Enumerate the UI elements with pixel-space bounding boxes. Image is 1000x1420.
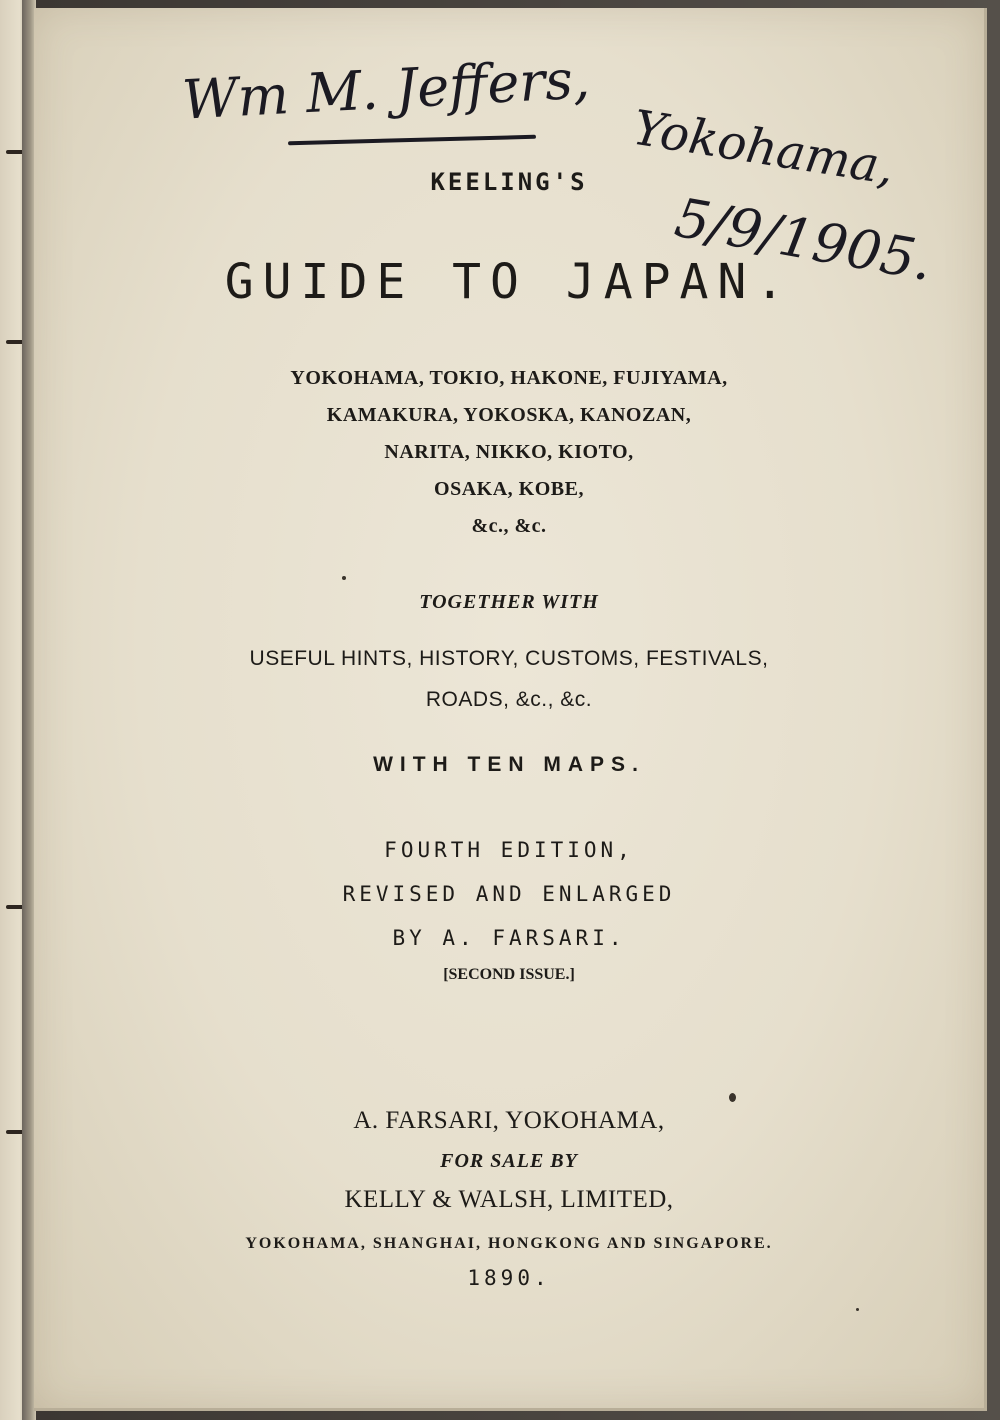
inscription-place: Yokohama, — [629, 99, 899, 197]
title-page — [34, 8, 987, 1411]
paper-speck — [729, 1093, 736, 1102]
edition-line: BY A. FARSARI. — [392, 926, 626, 950]
hints-line: ROADS, &c., &c. — [425, 688, 593, 711]
together-with-heading: TOGETHER WITH — [419, 591, 599, 613]
imprint-year: 1890. — [467, 1266, 551, 1290]
imprint-cities: YOKOHAMA, SHANGHAI, HONGKONG AND SINGAPORE. — [245, 1235, 773, 1252]
edition-line: FOURTH EDITION, — [384, 838, 634, 862]
inscription-underline — [288, 135, 536, 145]
places-line: NARITA, NIKKO, KIOTO, — [384, 441, 634, 463]
paper-speck — [856, 1308, 859, 1311]
second-issue-note: [SECOND ISSUE.] — [443, 966, 575, 983]
imprint-publisher: A. FARSARI, YOKOHAMA, — [353, 1107, 665, 1134]
imprint-seller: KELLY & WALSH, LIMITED, — [344, 1186, 674, 1213]
paper-speck — [342, 576, 346, 580]
main-title: GUIDE TO JAPAN. — [224, 254, 794, 310]
places-line: &c., &c. — [471, 515, 547, 537]
places-line: YOKOHAMA, TOKIO, HAKONE, FUJIYAMA, — [290, 367, 728, 389]
places-line: OSAKA, KOBE, — [434, 478, 584, 500]
inscription-name: Wm M. Jeffers, — [180, 47, 592, 132]
maps-note: WITH TEN MAPS. — [373, 753, 645, 776]
inscription-date: 5/9/1905. — [670, 185, 938, 294]
imprint-for-sale-by: FOR SALE BY — [440, 1150, 578, 1172]
edition-statement — [34, 828, 984, 960]
title-publisher-name: KEELING'S — [430, 168, 588, 196]
places-list — [34, 360, 984, 545]
places-line: KAMAKURA, YOKOSKA, KANOZAN, — [326, 404, 692, 426]
hints-list — [34, 638, 984, 720]
hints-line: USEFUL HINTS, HISTORY, CUSTOMS, FESTIVALS, — [249, 647, 769, 670]
edition-line: REVISED AND ENLARGED — [342, 882, 676, 906]
